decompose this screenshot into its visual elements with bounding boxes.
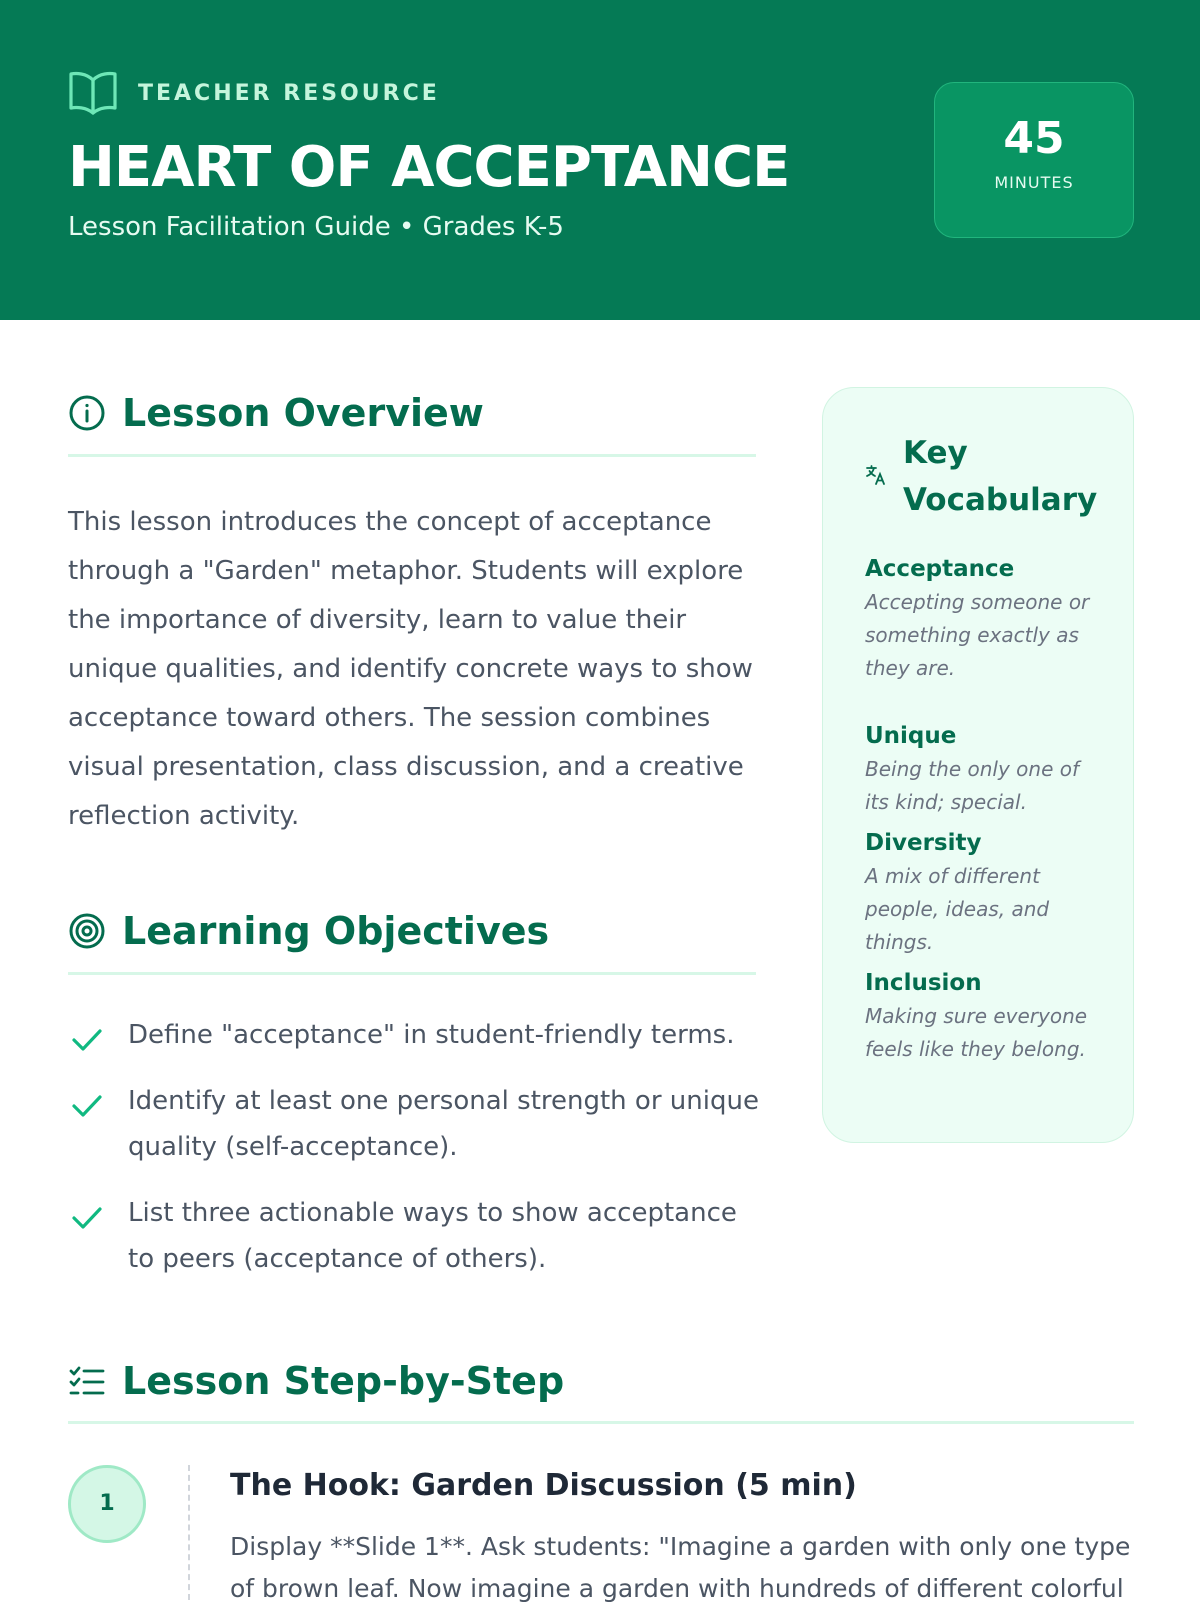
objective-item xyxy=(68,1078,768,1170)
vocab-term xyxy=(865,826,1105,959)
steps-divider xyxy=(68,1421,1134,1424)
duration-unit: MINUTES xyxy=(994,173,1074,192)
objective-item xyxy=(68,1190,768,1282)
header-kicker xyxy=(68,70,440,116)
kicker-label: TEACHER RESOURCE xyxy=(138,80,440,106)
objective-text: List three actionable ways to show acceptance to peers (acceptance of others). xyxy=(128,1198,737,1274)
info-circle-icon xyxy=(68,394,106,432)
term-definition: A mix of different people, ideas, and things. xyxy=(865,864,1050,954)
overview-title: Lesson Overview xyxy=(122,391,484,435)
step-timeline-line xyxy=(188,1465,190,1600)
checklist-icon xyxy=(68,1364,106,1398)
duration-badge xyxy=(934,82,1134,238)
steps-title: Lesson Step-by-Step xyxy=(122,1359,565,1403)
target-icon xyxy=(68,912,106,950)
objectives-heading xyxy=(68,908,549,954)
check-icon xyxy=(70,1022,104,1068)
objective-text: Identify at least one personal strength or unique quality (self-acceptance). xyxy=(128,1086,759,1162)
term-definition: Accepting someone or something exactly as they are. xyxy=(865,590,1090,680)
objective-text: Define "acceptance" in student-friendly terms. xyxy=(128,1020,735,1050)
overview-divider xyxy=(68,454,756,457)
term-definition: Being the only one of its kind; special. xyxy=(865,757,1080,814)
vocab-term xyxy=(865,552,1105,685)
step-title: The Hook: Garden Discussion (5 min) xyxy=(230,1468,857,1503)
vocabulary-heading xyxy=(865,430,1113,524)
objectives-title: Learning Objectives xyxy=(122,909,550,953)
vocab-term xyxy=(865,719,1105,819)
term-word: Acceptance xyxy=(865,556,1015,582)
term-word: Unique xyxy=(865,723,957,749)
vocabulary-title: Key Vocabulary xyxy=(903,435,1098,518)
term-word: Diversity xyxy=(865,830,982,856)
objective-item xyxy=(68,1012,768,1058)
overview-text: This lesson introduces the concept of acceptance through a "Garden" metaphor. Students will explore the importance of diversity, learn to value their unique qualities, and identify concrete ways to show acceptance toward others. The session combines visual presentation, class discussion, and a creative reflection activity. xyxy=(68,507,753,831)
term-definition: Making sure everyone feels like they belong. xyxy=(865,1004,1088,1061)
step-description: Display **Slide 1**. Ask students: "Imagine a garden with only one type of brown leaf. Now imagine a garden with hundreds of different colorful xyxy=(230,1532,1131,1603)
overview-heading xyxy=(68,390,484,436)
step-number-badge: 1 xyxy=(68,1465,146,1543)
duration-value: 45 xyxy=(1003,113,1065,164)
page-title: HEART OF ACCEPTANCE xyxy=(68,135,790,200)
term-word: Inclusion xyxy=(865,970,982,996)
check-icon xyxy=(70,1200,104,1246)
check-icon xyxy=(70,1088,104,1134)
steps-heading xyxy=(68,1358,564,1404)
objectives-divider xyxy=(68,972,756,975)
page-subtitle: Lesson Facilitation Guide • Grades K-5 xyxy=(68,212,564,242)
header-banner xyxy=(0,0,1200,320)
book-open-icon xyxy=(68,70,118,116)
translate-icon xyxy=(865,464,887,490)
objectives-list xyxy=(68,1012,768,1302)
vocabulary-panel xyxy=(822,387,1134,1143)
vocab-term xyxy=(865,966,1105,1066)
